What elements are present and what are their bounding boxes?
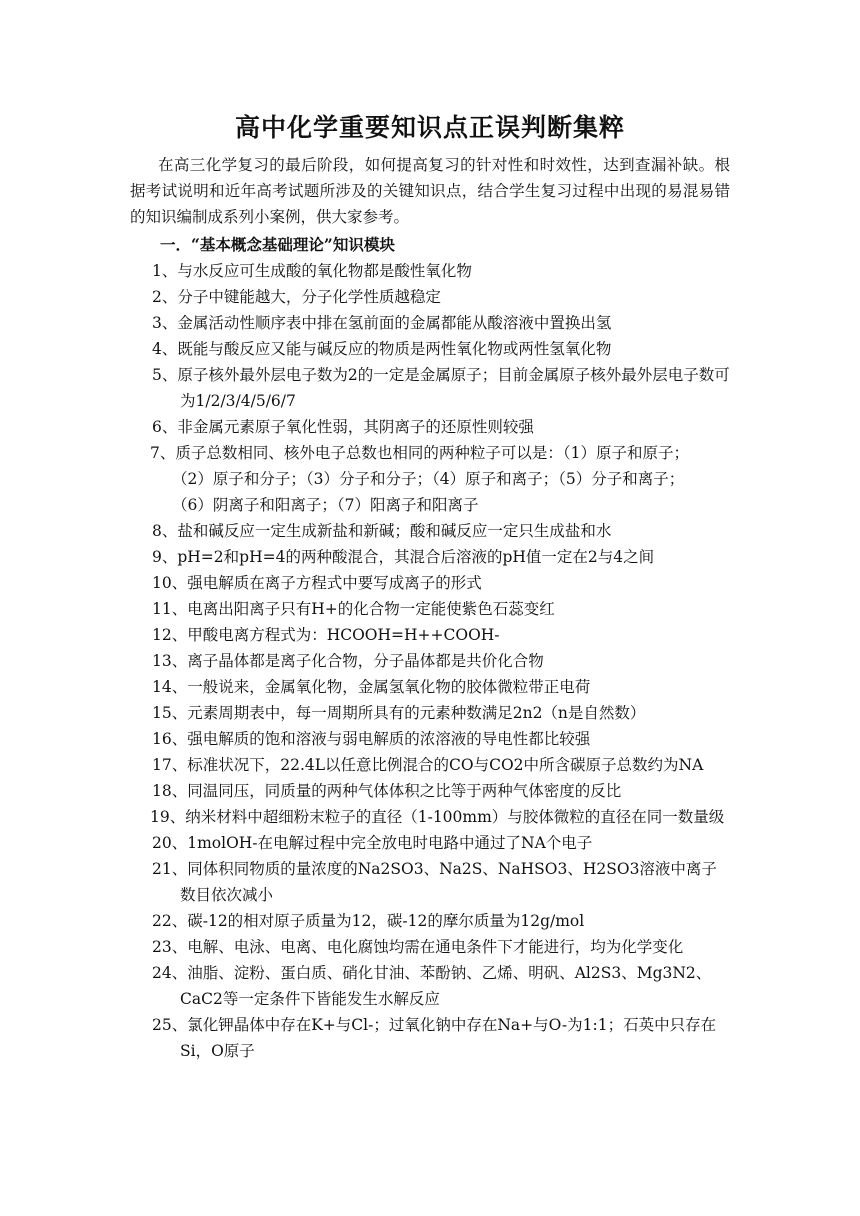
list-item-continuation: （6）阴离子和阳离子；（7）阳离子和阳离子	[172, 496, 479, 514]
list-item: 6、非金属元素原子氧化性弱，其阴离子的还原性则较强	[152, 418, 534, 436]
list-item: 16、强电解质的饱和溶液与弱电解质的浓溶液的导电性都比较强	[152, 730, 591, 748]
list-item: 9、pH=2和pH=4的两种酸混合，其混合后溶液的pH值一定在2与4之间	[152, 548, 655, 566]
list-item: 25、氯化钾晶体中存在K+与Cl-；过氧化钠中存在Na+与O-为1:1；石英中只存在Si，O原子	[152, 1016, 717, 1060]
intro-paragraph: 在高三化学复习的最后阶段，如何提高复习的针对性和时效性，达到查漏补缺。根据考试说明和近年高考试题所涉及的关键知识点，结合学生复习过程中出现的易混易错的知识编制成系列小案例，供大家参考。	[130, 156, 730, 226]
list-item: 13、离子晶体都是离子化合物，分子晶体都是共价化合物	[152, 652, 544, 670]
list-item: 14、一般说来，金属氧化物，金属氢氧化物的胶体微粒带正电荷	[152, 678, 591, 696]
list-item: 24、油脂、淀粉、蛋白质、硝化甘油、苯酚钠、乙烯、明矾、Al2S3、Mg3N2、CaC2等一定条件下皆能发生水解反应	[152, 964, 712, 1008]
list-item: 20、1molOH-在电解过程中完全放电时电路中通过了NA个电子	[152, 834, 593, 852]
list-item: 5、原子核外最外层电子数为2的一定是金属原子；目前金属原子核外最外层电子数可为1/2/3/4/5/6/7	[152, 366, 730, 410]
list-item: 12、甲酸电离方程式为：HCOOH=H++COOH-	[152, 626, 500, 644]
list-item: 22、碳-12的相对原子质量为12，碳-12的摩尔质量为12g/mol	[152, 912, 585, 930]
list-item: 3、金属活动性顺序表中排在氢前面的金属都能从酸溶液中置换出氢	[152, 314, 612, 332]
knowledge-item-list	[130, 258, 732, 1064]
list-item: 4、既能与酸反应又能与碱反应的物质是两性氧化物或两性氢氧化物	[152, 340, 612, 358]
list-item: 1、与水反应可生成酸的氧化物都是酸性氧化物	[152, 262, 472, 280]
list-item: 17、标准状况下，22.4L以任意比例混合的CO与CO2中所含碳原子总数约为NA	[152, 756, 704, 774]
list-item: 21、同体积同物质的量浓度的Na2SO3、Na2S、NaHSO3、H2SO3溶液中离子数目依次减小	[152, 860, 717, 904]
list-item: 19、纳米材料中超细粉末粒子的直径（1-100mm）与胶体微粒的直径在同一数量级	[150, 808, 725, 826]
document-title: 高中化学重要知识点正误判断集粹	[234, 113, 625, 142]
list-item: 18、同温同压，同质量的两种气体体积之比等于两种气体密度的反比	[152, 782, 622, 800]
list-item: 10、强电解质在离子方程式中要写成离子的形式	[152, 574, 482, 592]
list-item: 7、质子总数相同、核外电子总数也相同的两种粒子可以是：（1）原子和原子；	[150, 444, 689, 462]
list-item: 8、盐和碱反应一定生成新盐和新碱；酸和碱反应一定只生成盐和水	[152, 522, 612, 540]
section-heading: 一．“基本概念基础理论”知识模块	[160, 235, 395, 254]
list-item: 11、电离出阳离子只有H+的化合物一定能使紫色石蕊变红	[152, 600, 555, 618]
list-item-continuation: （2）原子和分子；（3）分子和分子；（4）原子和离子；（5）分子和离子；	[172, 470, 685, 488]
list-item: 23、电解、电泳、电离、电化腐蚀均需在通电条件下才能进行，均为化学变化	[152, 938, 684, 956]
list-item: 2、分子中键能越大，分子化学性质越稳定	[152, 288, 441, 306]
list-item: 15、元素周期表中，每一周期所具有的元素种数满足2n2（n是自然数）	[152, 704, 646, 722]
